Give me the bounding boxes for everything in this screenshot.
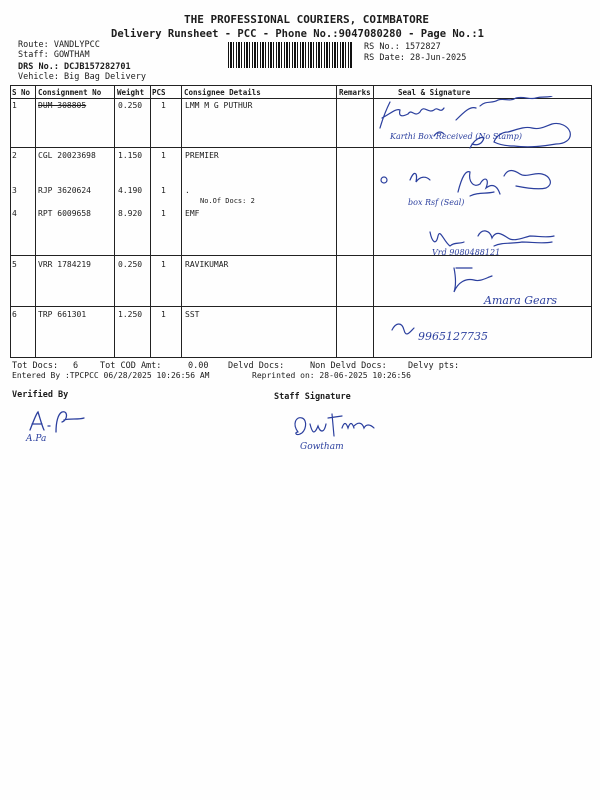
row2-consignment: CGL 20023698 [38,151,96,160]
barcode [228,42,352,68]
hw-text-row4: Vrd 9080488121 [432,248,501,257]
staff-signature-label: Staff Signature [274,392,351,402]
col-rule [373,85,374,357]
row1-weight: 0.250 [118,101,143,110]
row5-weight: 0.250 [118,260,143,269]
col-header-seal: Seal & Signature [398,88,471,97]
row4-weight: 8.920 [118,209,143,218]
row4-sno: 4 [12,209,17,218]
col-rule [10,85,11,357]
reprinted-on: Reprinted on: 28-06-2025 10:26:56 [252,371,411,380]
row-rule [10,306,592,307]
row5-consignee: RAVIKUMAR [185,260,229,269]
hw-text-row1: Karthi Box Received (No Stamp) [390,132,523,141]
row6-sno: 6 [12,310,17,319]
row3-weight: 4.190 [118,186,143,195]
row3-consignee: . [185,186,190,195]
rs-date: RS Date: 28-Jun-2025 [364,53,467,63]
row2-sno: 2 [12,151,17,160]
delvy-pts-label: Delvy pts: [408,361,460,371]
delvd-docs-label: Delvd Docs: [228,361,285,371]
col-header-remarks: Remarks [339,88,371,97]
table-header-rule [10,98,592,99]
col-rule [150,85,151,357]
row6-pcs: 1 [161,310,166,319]
row5-consignment: VRR 1784219 [38,260,91,269]
row1-sno: 1 [12,101,17,110]
tot-cod-label: Tot COD Amt: [100,361,162,371]
tot-docs-label: Tot Docs: [12,361,59,371]
tot-cod-value: 0.00 [188,361,209,371]
row1-consignee: LMM M G PUTHUR [185,101,253,110]
non-delvd-docs-label: Non Delvd Docs: [310,361,387,371]
col-header-consignee: Consignee Details [184,88,261,97]
col-header-consignment: Consignment No [38,88,102,97]
entered-by: Entered By :TPCPCC 06/28/2025 10:26:56 AM [12,371,210,380]
runsheet-title: Delivery Runsheet - PCC - Phone No.:9047080280 - Page No.:1 [111,28,484,40]
col-rule [35,85,36,357]
col-header-sno: S No [12,88,31,97]
row5-sno: 5 [12,260,17,269]
row3-sno: 3 [12,186,17,195]
col-header-weight: Weight [117,88,145,97]
col-rule [336,85,337,357]
row-rule [10,147,592,148]
hw-text-row5: Amara Gears [484,294,558,307]
row3-consignment: RJP 3620624 [38,186,91,195]
row3-docs-note: No.Of Docs: 2 [200,197,255,205]
table-top-rule [10,85,592,86]
table-bottom-rule [10,357,592,358]
col-rule [181,85,182,357]
row5-pcs: 1 [161,260,166,269]
verified-by-signature-text: A.Pa [26,434,47,444]
row1-pcs: 1 [161,101,166,110]
row1-consignment: DUM 308805 [38,101,87,110]
row-rule [10,255,592,256]
row6-consignee: SST [185,310,200,319]
row4-consignee: EMF [185,209,200,218]
row4-consignment: RPT 6009658 [38,209,91,218]
staff-signature [290,410,380,446]
col-header-pcs: PCS [152,88,166,97]
col-rule [591,85,592,357]
tot-docs-value: 6 [73,361,79,371]
hw-text-row3: box Rsf (Seal) [408,198,465,207]
rs-number: RS No.: 1572827 [364,42,441,52]
vehicle-label: Vehicle: Big Bag Delivery [18,72,146,82]
row2-consignee: PREMIER [185,151,219,160]
col-rule [114,85,115,357]
hw-text-row6: 9965127735 [418,330,488,343]
company-title: THE PROFESSIONAL COURIERS, COIMBATORE [184,13,430,26]
drs-label: DRS No.: DCJB157282701 [18,62,131,72]
row2-pcs: 1 [161,151,166,160]
verified-by-label: Verified By [12,390,69,400]
row4-pcs: 1 [161,209,166,218]
staff-signature-text: Gowtham [300,442,344,452]
row2-weight: 1.150 [118,151,143,160]
row6-weight: 1.250 [118,310,143,319]
row3-pcs: 1 [161,186,166,195]
route-label: Route: VANDLYPCC [18,40,100,50]
row6-consignment: TRP 661301 [38,310,87,319]
staff-label: Staff: GOWTHAM [18,50,90,60]
